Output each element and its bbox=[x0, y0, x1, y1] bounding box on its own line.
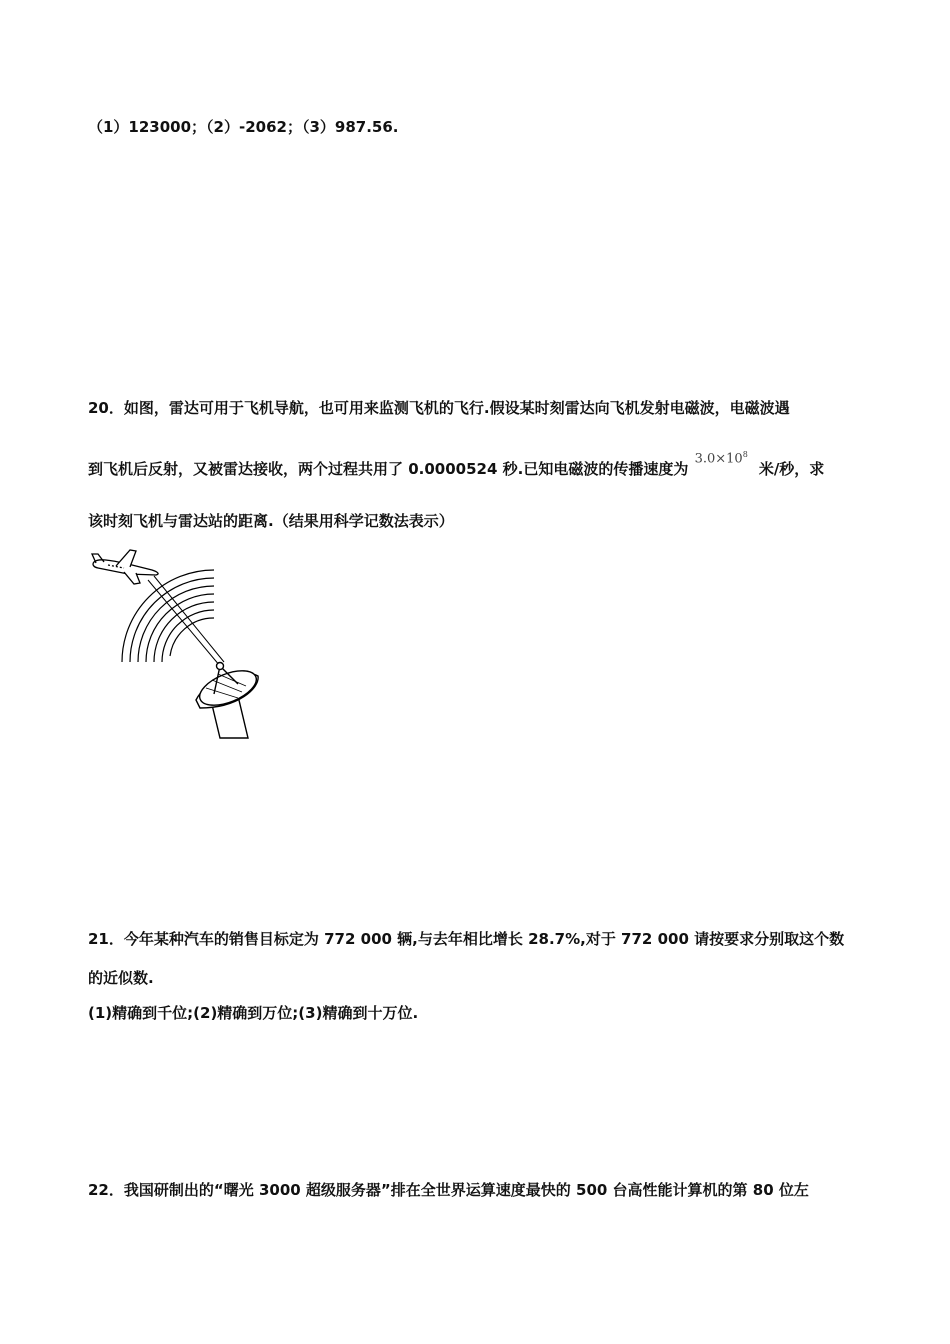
formula-exponent: 8 bbox=[742, 450, 748, 459]
q20-line-1: 20．如图，雷达可用于飞机导航，也可用来监测飞机的飞行.假设某时刻雷达向飞机发射电磁波，电磁波遇 bbox=[88, 399, 790, 417]
airplane-icon bbox=[92, 550, 158, 584]
formula-base: 3.0×10 bbox=[694, 451, 743, 467]
q20-line-2-text: 到飞机后反射，又被雷达接收，两个过程共用了 0.0000524 秒.已知电磁波的传播速度为 bbox=[88, 460, 689, 478]
previous-answer-line: （1）123000；（2）-2062；（3）987.56. bbox=[88, 118, 399, 136]
q21-line-3: (1)精确到千位;(2)精确到万位;(3)精确到十万位. bbox=[88, 1004, 419, 1022]
q22-line-1: 22．我国研制出的“曙光 3000 超级服务器”排在全世界运算速度最快的 500 台高性能计算机的第 80 位左 bbox=[88, 1181, 809, 1199]
q21-line-1: 21．今年某种汽车的销售目标定为 772 000 辆,与去年相比增长 28.7%,对于 772 000 请按要求分别取这个数 bbox=[88, 930, 845, 948]
q21-line-2: 的近似数. bbox=[88, 969, 154, 987]
radar-dish-icon bbox=[195, 663, 261, 739]
q20-line-2-tail: 米/秒，求 bbox=[758, 460, 825, 478]
q20-line-3: 该时刻飞机与雷达站的距离.（结果用科学记数法表示） bbox=[88, 512, 454, 530]
q20-line-2 bbox=[88, 450, 825, 479]
radar-airplane-figure bbox=[88, 548, 268, 743]
